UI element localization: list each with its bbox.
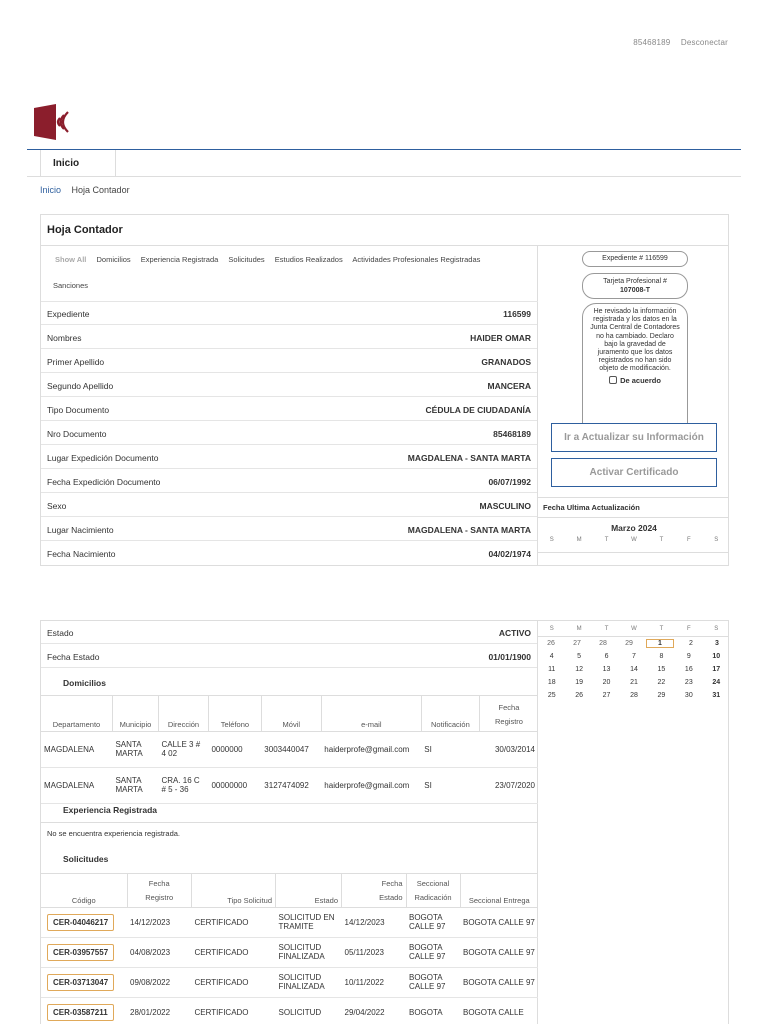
calendar-day[interactable]: 24 <box>712 679 721 686</box>
weekday: S <box>714 537 719 543</box>
calendar-day[interactable]: 6 <box>604 653 609 660</box>
cell: SOLICITUD EN TRAMITE <box>276 907 342 937</box>
field-row <box>41 470 537 493</box>
calendar-day[interactable]: 5 <box>577 653 582 660</box>
cell: SOLICITUD <box>276 997 342 1024</box>
col-email: e-mail <box>321 695 421 731</box>
tab-inicio[interactable]: Inicio <box>40 150 116 177</box>
field-label: Fecha Nacimiento <box>47 549 116 559</box>
col-tipo: Tipo Solicitud <box>191 873 275 907</box>
calendar-day[interactable]: 7 <box>632 653 636 660</box>
cell: 30/03/2014 <box>479 731 538 767</box>
calendar-day[interactable]: 26 <box>547 640 555 647</box>
cell: CRA. 16 C # 5 - 36 <box>158 767 208 803</box>
request-code-button[interactable]: CER-03587211 <box>47 1004 114 1021</box>
calendar-week <box>538 663 729 676</box>
solicitudes-header-row <box>41 873 538 907</box>
cell: MAGDALENA <box>41 731 112 767</box>
calendar-divider <box>538 552 729 553</box>
calendar-day[interactable]: 21 <box>630 679 638 686</box>
field-label: Sexo <box>47 501 67 511</box>
cell: 3003440047 <box>261 731 321 767</box>
calendar-week <box>538 637 729 650</box>
calendar-day[interactable]: 16 <box>684 666 693 673</box>
field-row <box>41 645 537 668</box>
agree-checkbox[interactable] <box>609 376 617 384</box>
cell: BOGOTA <box>406 997 460 1024</box>
cell-code <box>41 937 127 967</box>
table-row <box>41 767 538 803</box>
field-value: 01/01/1900 <box>488 652 531 662</box>
field-row <box>41 446 537 469</box>
weekday: W <box>631 537 637 543</box>
col-fecha-registro <box>479 695 538 731</box>
weekday: S <box>549 537 554 543</box>
weekday: M <box>576 537 582 543</box>
fields-list <box>41 301 538 559</box>
experiencia-divider <box>41 822 538 823</box>
cell: MAGDALENA <box>41 767 112 803</box>
cell: 10/11/2022 <box>342 967 406 997</box>
agree-label: De acuerdo <box>620 375 661 385</box>
calendar-day[interactable]: 23 <box>684 679 693 686</box>
declaration-box <box>582 303 688 442</box>
field-label: Lugar Nacimiento <box>47 525 114 535</box>
cell: SI <box>421 731 479 767</box>
tab-show-all[interactable]: Show All <box>55 255 87 264</box>
breadcrumb-current: Hoja Contador <box>71 185 130 195</box>
col-seccional-label: Seccional <box>416 878 450 888</box>
weekday: T <box>604 625 609 632</box>
calendar-week <box>538 689 729 702</box>
col-fecha-label: Fecha <box>498 702 520 712</box>
calendar-day[interactable]: 22 <box>657 679 666 686</box>
calendar-weekdays-repeat <box>538 621 729 637</box>
col-registro-label: Registro <box>145 892 174 902</box>
tab-solicitudes[interactable]: Solicitudes <box>228 255 265 264</box>
field-label: Fecha Estado <box>47 652 100 662</box>
col-codigo: Código <box>41 873 127 907</box>
agree-row <box>590 376 680 385</box>
weekday: T <box>659 537 664 543</box>
col-notificacion: Notificación <box>421 695 479 731</box>
domicilios-title: Domicilios <box>63 678 106 688</box>
cell: BOGOTA CALLE 97 <box>406 907 460 937</box>
calendar-day[interactable]: 15 <box>657 666 666 673</box>
domicilios-header-row <box>41 695 538 731</box>
weekday: M <box>576 625 582 632</box>
tab-estudios[interactable]: Estudios Realizados <box>274 255 343 264</box>
weekday: S <box>549 625 554 632</box>
cell: 09/08/2022 <box>127 967 191 997</box>
calendar-day[interactable]: 10 <box>712 653 721 660</box>
field-row <box>41 518 537 541</box>
activate-certificate-button[interactable]: Activar Certificado <box>551 458 717 487</box>
field-row <box>41 374 537 397</box>
last-update-label: Fecha Ultima Actualización <box>538 497 729 518</box>
calendar-day[interactable]: 18 <box>547 679 556 686</box>
calendar-day[interactable]: 30 <box>684 692 693 699</box>
cell: BOGOTA CALLE 97 <box>460 907 538 937</box>
col-radicacion-label: Radicación <box>414 892 452 902</box>
cell: SOLICITUD FINALIZADA <box>276 937 342 967</box>
calendar-day[interactable]: 4 <box>549 653 554 660</box>
field-value: 85468189 <box>493 429 531 439</box>
tab-actividades[interactable]: Actividades Profesionales Registradas <box>352 255 481 264</box>
hoja-contador-panel <box>40 214 729 566</box>
field-row <box>41 350 537 373</box>
tarjeta-number: 107008-T <box>620 287 650 294</box>
cell: CERTIFICADO <box>191 967 275 997</box>
tab-experiencia[interactable]: Experiencia Registrada <box>140 255 219 264</box>
cell: CALLE 3 # 4 02 <box>158 731 208 767</box>
calendar-day[interactable]: 12 <box>575 666 584 673</box>
calendar-day[interactable]: 11 <box>548 666 556 673</box>
calendar-day[interactable]: 28 <box>630 692 638 699</box>
cell: SOLICITUD FINALIZADA <box>276 967 342 997</box>
field-label: Estado <box>47 628 74 638</box>
calendar-day[interactable]: 2 <box>689 640 693 647</box>
weekday: T <box>659 625 664 632</box>
fields-area <box>41 245 538 566</box>
tab-sanciones[interactable]: Sanciones <box>53 281 89 290</box>
calendar-day[interactable]: 14 <box>630 666 638 673</box>
field-value: CÉDULA DE CIUDADANÍA <box>425 405 531 415</box>
field-row <box>41 621 537 644</box>
request-code-button[interactable]: CER-03957557 <box>47 944 114 961</box>
field-label: Nombres <box>47 333 82 343</box>
col-fecha-label: Fecha <box>148 878 170 888</box>
cell: BOGOTA CALLE 97 <box>460 937 538 967</box>
weekday: F <box>686 537 691 543</box>
cell-code <box>41 967 127 997</box>
calendar-day[interactable]: 13 <box>602 666 611 673</box>
cell: 0000000 <box>208 731 261 767</box>
solicitudes-title: Solicitudes <box>63 854 109 864</box>
table-row <box>41 997 538 1024</box>
cell: 00000000 <box>208 767 261 803</box>
domicilios-table <box>41 695 538 804</box>
calendar-day[interactable]: 29 <box>625 640 633 647</box>
experiencia-title: Experiencia Registrada <box>63 805 158 815</box>
cell-code <box>41 907 127 937</box>
table-row <box>41 907 538 937</box>
calendar-day[interactable]: 31 <box>712 692 721 699</box>
field-label: Lugar Expedición Documento <box>47 453 159 463</box>
calendar-day[interactable]: 19 <box>575 679 584 686</box>
weekday: F <box>686 625 691 632</box>
breadcrumb <box>40 185 130 195</box>
cell: CERTIFICADO <box>191 907 275 937</box>
panel-title: Hoja Contador <box>41 215 729 246</box>
breadcrumb-home[interactable]: Inicio <box>40 185 62 195</box>
cell: 14/12/2023 <box>127 907 191 937</box>
cell: haiderprofe@gmail.com <box>321 767 421 803</box>
weekday: S <box>714 625 719 632</box>
field-value: HAIDER OMAR <box>470 333 531 343</box>
field-label: Nro Documento <box>47 429 107 439</box>
request-code-button[interactable]: CER-04046217 <box>47 914 114 931</box>
calendar-day[interactable]: 8 <box>659 653 664 660</box>
experiencia-empty: No se encuentra experiencia registrada. <box>47 829 180 838</box>
cell: BOGOTA CALLE 97 <box>406 937 460 967</box>
col-fecha-registro <box>127 873 191 907</box>
field-value: MASCULINO <box>479 501 531 511</box>
calendar-grid <box>538 621 729 702</box>
field-row <box>41 326 537 349</box>
user-id: 85468189 <box>633 38 671 47</box>
col-estado: Estado <box>276 873 342 907</box>
field-value: 04/02/1974 <box>488 549 531 559</box>
col-fecha-label: Fecha <box>381 878 403 888</box>
calendar-day[interactable]: 17 <box>712 666 721 673</box>
cell-code <box>41 997 127 1024</box>
tab-domicilios[interactable]: Domicilios <box>96 255 131 264</box>
cell: SANTA MARTA <box>112 767 158 803</box>
field-row <box>41 494 537 517</box>
field-value: MANCERA <box>487 381 531 391</box>
weekday: T <box>604 537 609 543</box>
fields-area-lower <box>41 621 538 1024</box>
calendar-day[interactable]: 27 <box>573 640 581 647</box>
calendar-month: Marzo 2024 <box>611 523 657 533</box>
cell: BOGOTA CALLE <box>460 997 538 1024</box>
tarjeta-badge <box>582 273 688 299</box>
brand-logo[interactable] <box>34 104 72 140</box>
calendar-week <box>538 650 729 663</box>
calendar-week <box>538 676 729 689</box>
field-value: MAGDALENA - SANTA MARTA <box>407 453 531 463</box>
cell: 23/07/2020 <box>479 767 538 803</box>
field-row <box>41 302 537 325</box>
field-value: ACTIVO <box>498 628 531 638</box>
update-info-button[interactable]: Ir a Actualizar su Información <box>551 423 717 452</box>
request-code-button[interactable]: CER-03713047 <box>47 974 114 991</box>
cell: 14/12/2023 <box>342 907 406 937</box>
top-user-bar <box>625 38 728 47</box>
cell: CERTIFICADO <box>191 997 275 1024</box>
calendar-day[interactable]: 27 <box>602 692 611 699</box>
calendar-weeks <box>538 637 729 702</box>
cell: 05/11/2023 <box>342 937 406 967</box>
col-registro-label: Registro <box>495 716 523 726</box>
field-value: 06/07/1992 <box>488 477 531 487</box>
cell: 28/01/2022 <box>127 997 191 1024</box>
logout-link[interactable]: Desconectar <box>680 38 728 47</box>
declaration-text: He revisado la información registrada y los datos en la Junta Central de Contadores no ha cambiado. Declaro bajo la gravedad de juramento que los datos registrados no han sido objeto de modificación. <box>590 308 680 373</box>
col-municipio: Municipio <box>112 695 158 731</box>
calendar-day[interactable]: 3 <box>715 640 719 647</box>
col-telefono: Teléfono <box>208 695 261 731</box>
field-label: Tipo Documento <box>47 405 110 415</box>
calendar-day[interactable]: 28 <box>599 640 607 647</box>
section-tabs-row2 <box>45 281 104 290</box>
solicitudes-table <box>41 873 538 1024</box>
cell: SANTA MARTA <box>112 731 158 767</box>
calendar-day[interactable]: 26 <box>575 692 584 699</box>
col-estado-label: Estado <box>379 892 403 902</box>
table-row <box>41 731 538 767</box>
col-departamento: Departamento <box>41 695 112 731</box>
cell: BOGOTA CALLE 97 <box>460 967 538 997</box>
hoja-contador-panel-lower <box>40 620 729 1024</box>
field-value: 116599 <box>503 309 531 319</box>
col-seccional-entrega: Seccional Entrega <box>460 873 538 907</box>
logo-icon <box>34 104 72 140</box>
calendar-weekdays <box>538 537 729 543</box>
field-label: Fecha Expedición Documento <box>47 477 161 487</box>
calendar-day[interactable]: 29 <box>657 692 666 699</box>
field-label: Expediente <box>47 309 90 319</box>
table-row <box>41 937 538 967</box>
cell: SI <box>421 767 479 803</box>
field-value: MAGDALENA - SANTA MARTA <box>407 525 531 535</box>
field-value: GRANADOS <box>481 357 531 367</box>
cell: BOGOTA CALLE 97 <box>406 967 460 997</box>
expediente-badge: Expediente # 116599 <box>582 251 688 267</box>
col-movil: Móvil <box>261 695 321 731</box>
calendar-day[interactable]: 25 <box>547 692 556 699</box>
calendar-day[interactable]: 1 <box>646 639 674 648</box>
cell: haiderprofe@gmail.com <box>321 731 421 767</box>
field-row <box>41 542 537 565</box>
col-fecha-estado <box>342 873 406 907</box>
main-nav <box>27 149 741 177</box>
cell: 3127474092 <box>261 767 321 803</box>
tarjeta-label: Tarjeta Profesional # <box>603 278 667 285</box>
cell: CERTIFICADO <box>191 937 275 967</box>
field-label: Segundo Apellido <box>47 381 114 391</box>
cell: 29/04/2022 <box>342 997 406 1024</box>
weekday: W <box>631 625 637 632</box>
section-tabs <box>41 255 538 264</box>
field-row <box>41 422 537 445</box>
field-label: Primer Apellido <box>47 357 105 367</box>
calendar-day[interactable]: 20 <box>602 679 611 686</box>
col-direccion: Dirección <box>158 695 208 731</box>
calendar-day[interactable]: 9 <box>686 653 691 660</box>
field-row <box>41 398 537 421</box>
cell: 04/08/2023 <box>127 937 191 967</box>
col-seccional-radicacion <box>406 873 460 907</box>
table-row <box>41 967 538 997</box>
